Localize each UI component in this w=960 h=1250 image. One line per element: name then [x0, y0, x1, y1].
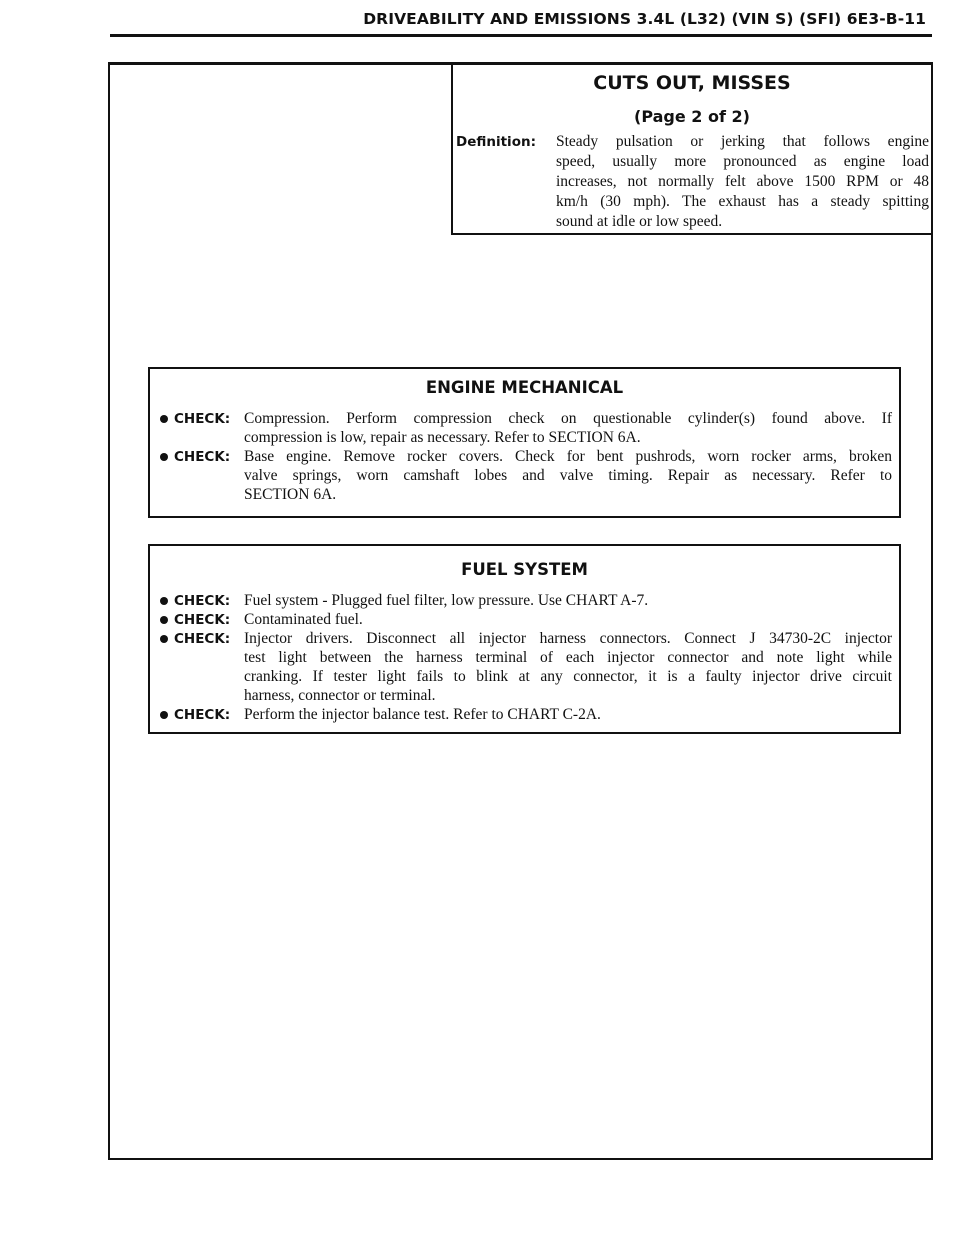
definition-label: Definition:	[456, 134, 536, 150]
bullet-icon	[160, 453, 168, 461]
definition-line: Steady pulsation or jerking that follows engine	[556, 133, 929, 150]
check-line: compression is low, repair as necessary. Refer to SECTION 6A.	[244, 429, 641, 446]
definition-title: CUTS OUT, MISSES	[593, 72, 791, 94]
check-label: CHECK:	[174, 449, 231, 465]
check-label: CHECK:	[174, 612, 231, 628]
check-text	[244, 409, 892, 447]
check-label: CHECK:	[174, 593, 231, 609]
check-line: Contaminated fuel.	[244, 611, 363, 628]
check-label: CHECK:	[174, 411, 231, 427]
check-text	[244, 705, 892, 724]
check-line: Injector drivers. Disconnect all injector harness connectors. Connect J 34730-2C injector	[244, 630, 892, 647]
definition-text	[556, 132, 929, 232]
check-line: Base engine. Remove rocker covers. Check for bent pushrods, worn rocker arms, broken	[244, 448, 892, 465]
definition-line: increases, not normally felt above 1500 RPM or 48	[556, 173, 929, 190]
page-header: DRIVEABILITY AND EMISSIONS 3.4L (L32) (VIN S) (SFI) 6E3-B-11	[363, 10, 926, 28]
check-line: SECTION 6A.	[244, 486, 337, 503]
bullet-icon	[160, 415, 168, 423]
check-text	[244, 629, 892, 705]
check-label: CHECK:	[174, 707, 231, 723]
check-line: valve springs, worn camshaft lobes and valve timing. Repair as necessary. Refer to	[244, 467, 892, 484]
check-line: Fuel system - Plugged fuel filter, low pressure. Use CHART A-7.	[244, 592, 649, 609]
bullet-icon	[160, 597, 168, 605]
check-line: harness, connector or terminal.	[244, 687, 436, 704]
check-text	[244, 591, 892, 610]
engine-mechanical-title: ENGINE MECHANICAL	[425, 378, 624, 397]
check-line: cranking. If tester light fails to blink at any connector, it is a faulty injector drive circuit	[244, 668, 892, 685]
definition-line: km/h (30 mph). The exhaust has a steady spitting	[556, 193, 929, 210]
bullet-icon	[160, 616, 168, 624]
definition-line: speed, usually more pronounced as engine load	[556, 153, 929, 170]
check-line: test light between the harness terminal of each injector connector and note light while	[244, 649, 892, 666]
engine-mechanical-box	[148, 367, 901, 518]
check-text	[244, 610, 892, 629]
bullet-icon	[160, 711, 168, 719]
fuel-system-box	[148, 544, 901, 734]
check-label: CHECK:	[174, 631, 231, 647]
fuel-system-title: FUEL SYSTEM	[461, 560, 588, 579]
check-line: Perform the injector balance test. Refer to CHART C-2A.	[244, 706, 601, 723]
header-rule	[110, 34, 932, 37]
definition-line: sound at idle or low speed.	[556, 213, 723, 230]
check-text	[244, 447, 892, 504]
bullet-icon	[160, 635, 168, 643]
definition-subtitle: (Page 2 of 2)	[634, 107, 750, 126]
check-line: Compression. Perform compression check on questionable cylinder(s) found above. If	[244, 410, 892, 427]
